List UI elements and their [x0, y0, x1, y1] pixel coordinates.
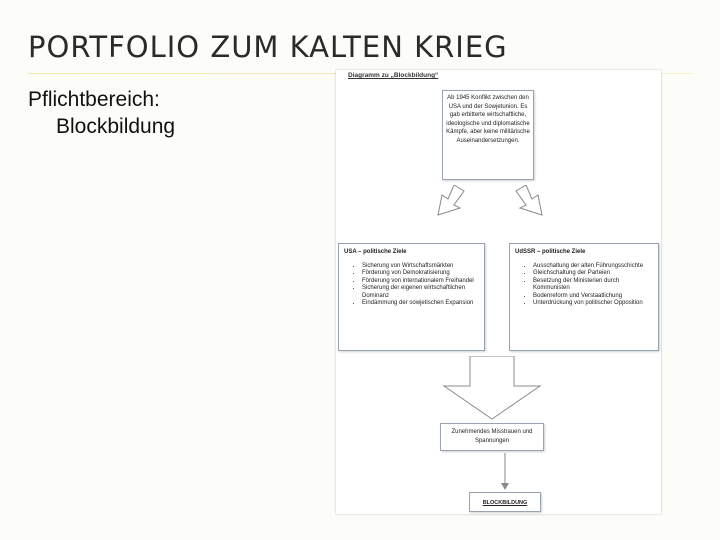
list-item: • Gleichschaltung der Parteien — [533, 270, 653, 278]
arrow-down-right-icon — [514, 185, 548, 217]
subtitle-line-1: Pflichtbereich: — [28, 88, 160, 111]
udssr-goals-heading: UdSSR – politische Ziele — [515, 249, 586, 255]
list-item: • Förderung von Demokratisierung — [362, 270, 479, 278]
diagram-heading: Diagramm zu „Blockbildung“ — [348, 72, 439, 79]
udssr-goals-box — [509, 243, 659, 351]
slide-subtitle — [28, 86, 175, 140]
arrow-down-large-icon — [442, 356, 542, 420]
diagram-document-image — [336, 70, 661, 514]
list-item: • Eindämmung der sowjetischen Expansion — [362, 300, 479, 308]
blockbildung-box: BLOCKBILDUNG — [469, 492, 541, 512]
arrow-down-left-icon — [432, 185, 466, 217]
list-item: • Sicherung der eigenen wirtschaftlichen Dominanz — [362, 285, 479, 300]
usa-goals-list — [344, 263, 479, 309]
usa-goals-heading: USA – politische Ziele — [344, 249, 407, 255]
list-item: • Besetzung der Ministerien durch Kommunisten — [533, 278, 653, 293]
list-item: • Bodenreform und Verstaatlichung — [533, 293, 653, 301]
udssr-goals-list — [515, 263, 653, 309]
slide-title: PORTFOLIO ZUM KALTEN KRIEG — [28, 30, 508, 64]
list-item: • Unterdrückung von politischer Opposition — [533, 300, 653, 308]
tension-box: Zunehmendes Misstrauen und Spannungen — [440, 423, 544, 451]
conflict-intro-box: Ab 1945 Konflikt zwischen den USA und der Sowjetunion. Es gab erbitterte wirtschaftliche, ideologische und diplomatische Kämpfe, aber keine militärische Auseinandersetzungen. — [442, 90, 534, 180]
list-item: • Sicherung von Wirtschaftsmärkten — [362, 263, 479, 271]
subtitle-line-2: Blockbildung — [56, 115, 176, 138]
list-item: • Ausschaltung der alten Führungsschichte — [533, 263, 653, 271]
list-item: • Förderung von internationalem Freihandel — [362, 278, 479, 286]
arrow-down-small-icon — [499, 453, 511, 491]
usa-goals-box — [338, 243, 485, 351]
